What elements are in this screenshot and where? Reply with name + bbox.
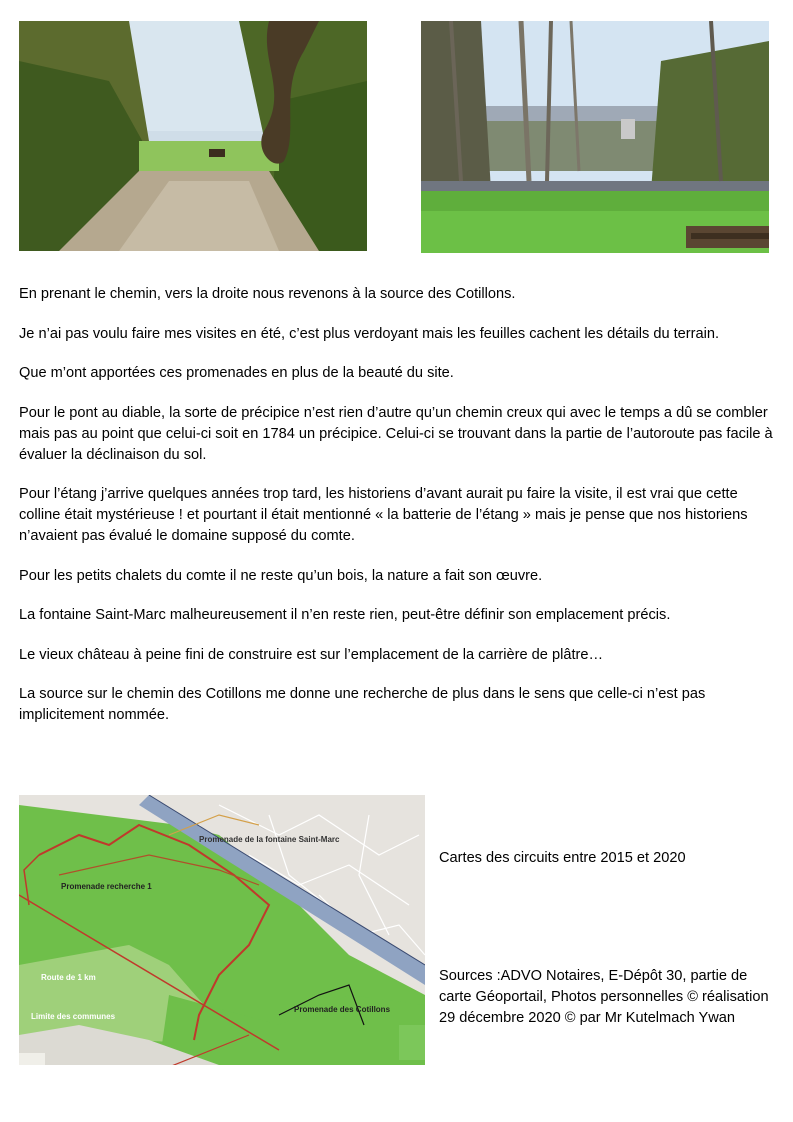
paragraph: Pour les petits chalets du comte il ne reste qu’un bois, la nature a fait son œuvre.	[19, 567, 543, 584]
paragraph: Pour l’étang j’arrive quelques années trop tard, les historiens d’avant aurait pu faire la visite, il est vrai que cette colline était mystérieuse ! et pourtant il était mentionné « la batterie de l’étang » mais je pense que nos historiens n’avaient pas évalué le domaine supposé du comte.	[19, 486, 748, 544]
map-label-route: Route de 1 km	[41, 973, 96, 982]
paragraph: Pour le pont au diable, la sorte de précipice n’est rien d’autre qu’un chemin creux qui avec le temps a dû se combler mais pas au point que celui-ci soit en 1784 un précipice. Celui-ci se trouvant dans la partie de l’autoroute pas facile à évaluer la déclinaison du sol.	[19, 404, 773, 463]
paragraph: Je n’ai pas voulu faire mes visites en été, c’est plus verdoyant mais les feuilles cachent les détails du terrain.	[19, 325, 720, 342]
sources-credits: Sources :ADVO Notaires, E-Dépôt 30, partie de carte Géoportail, Photos personnelles © réalisation 29 décembre 2020 © par Mr Kutelmach Ywan	[439, 968, 769, 1026]
map-label-limite: Limite des communes	[31, 1012, 116, 1021]
map-label-recherche: Promenade recherche 1	[61, 882, 152, 891]
paragraph: La source sur le chemin des Cotillons me donne une recherche de plus dans le sens que celle-ci n’est pas implicitement nommée.	[19, 686, 706, 723]
map-label-fontaine: Promenade de la fontaine Saint-Marc	[199, 835, 340, 844]
map-caption: Cartes des circuits entre 2015 et 2020	[439, 850, 686, 866]
body-text	[19, 284, 774, 745]
map-label-cotillons: Promenade des Cotillons	[294, 1005, 391, 1014]
paragraph: Que m’ont apportées ces promenades en plus de la beauté du site.	[19, 365, 454, 381]
photo-sunken-path	[19, 21, 367, 251]
paragraph: Le vieux château à peine fini de construire est sur l’emplacement de la carrière de plâtre…	[19, 646, 604, 663]
circuits-map	[19, 795, 425, 1065]
photo-city-view	[421, 21, 769, 253]
paragraph: La fontaine Saint-Marc malheureusement il n’en reste rien, peut-être définir son emplacement précis.	[19, 607, 671, 623]
paragraph: En prenant le chemin, vers la droite nous revenons à la source des Cotillons.	[19, 286, 516, 302]
